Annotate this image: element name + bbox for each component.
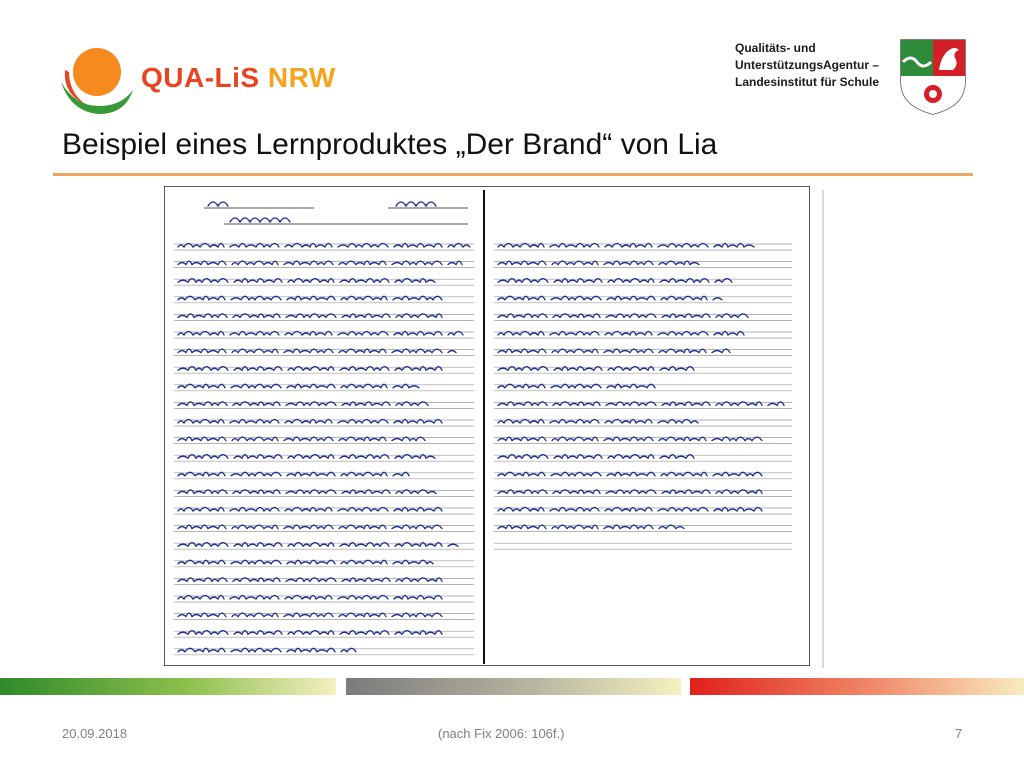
logo-suffix: NRW: [267, 62, 336, 93]
footer-source: (nach Fix 2006: 106f.): [438, 726, 565, 741]
footer-bar-gray: [346, 678, 681, 695]
footer-bar-green: [0, 678, 336, 695]
logo-prefix: QUA-LiS: [141, 62, 260, 93]
footer-page-number: 7: [955, 726, 963, 741]
qualis-sun-logo-icon: [55, 42, 135, 120]
agency-line-2: UnterstützungsAgentur –: [735, 58, 879, 72]
agency-line-3: Landesinstitut für Schule: [735, 75, 880, 89]
footer-date: 20.09.2018: [62, 726, 128, 741]
qualis-logo: [55, 42, 345, 120]
agency-name: [735, 40, 897, 91]
nrw-coat-of-arms-icon: [897, 36, 969, 116]
title-underline: [53, 173, 973, 176]
scan-edge: [822, 190, 824, 668]
footer-bar-red: [690, 678, 1024, 695]
qualis-logo-text: [141, 62, 336, 94]
agency-line-1: Qualitäts- und: [735, 41, 816, 55]
handwritten-worksheet-scan: [164, 186, 810, 666]
page-title: Beispiel eines Lernproduktes „Der Brand“ von Lia: [62, 128, 718, 161]
